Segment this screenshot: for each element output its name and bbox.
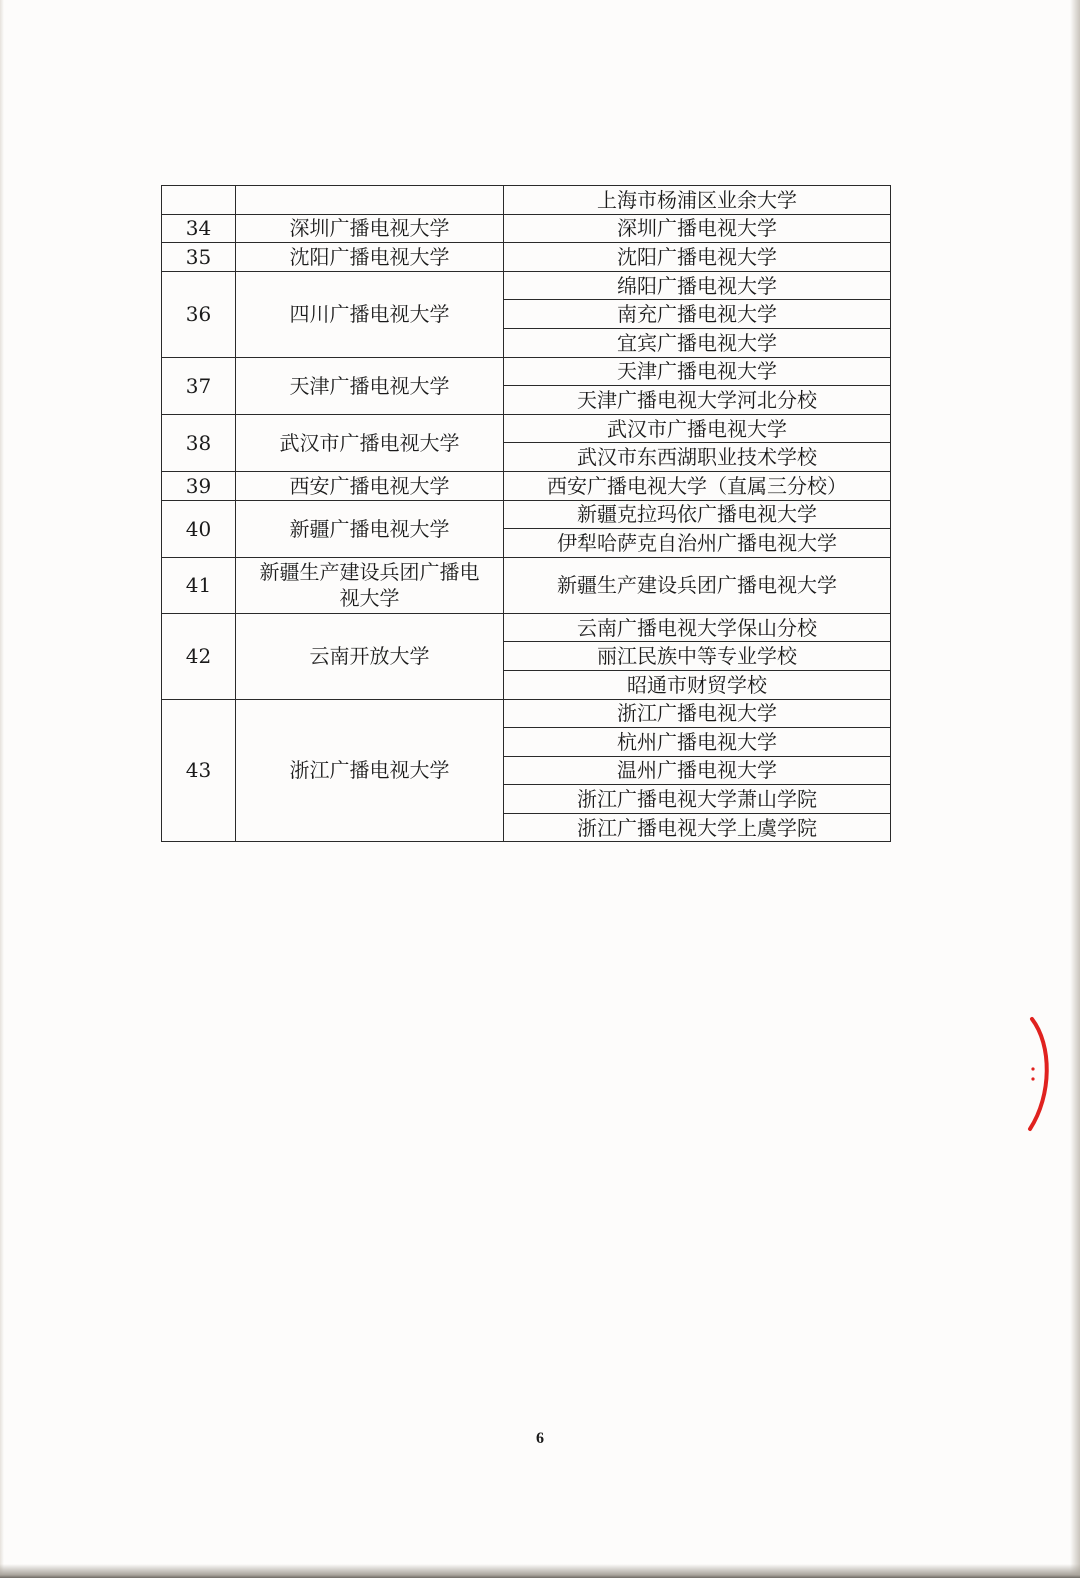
table-row [162,271,891,300]
school-cell: 浙江广播电视大学 [236,699,504,842]
table-row [162,500,891,529]
university-branch-table [161,185,891,842]
row-number-cell [162,186,236,215]
row-number-cell: 37 [162,357,236,414]
row-number-cell: 40 [162,500,236,557]
school-cell: 沈阳广播电视大学 [236,243,504,272]
school-cell: 武汉市广播电视大学 [236,414,504,471]
branch-cell: 绵阳广播电视大学 [504,271,891,300]
table-row [162,613,891,642]
branch-cell: 新疆生产建设兵团广播电视大学 [504,557,891,613]
page-edge-right [1070,0,1080,1578]
row-number-cell: 36 [162,271,236,357]
page-edge-left [0,0,4,1578]
table-row [162,699,891,728]
branch-cell: 浙江广播电视大学上虞学院 [504,813,891,842]
branch-cell: 天津广播电视大学 [504,357,891,386]
page-number: 6 [536,1430,544,1447]
table-row [162,557,891,613]
table-row [162,414,891,443]
branch-cell: 丽江民族中等专业学校 [504,642,891,671]
branch-cell: 宜宾广播电视大学 [504,328,891,357]
row-number-cell: 35 [162,243,236,272]
table-row [162,243,891,272]
row-number-cell: 42 [162,613,236,699]
row-number-cell: 38 [162,414,236,471]
branch-cell: 昭通市财贸学校 [504,670,891,699]
table-row [162,186,891,215]
table-row [162,471,891,500]
branch-cell: 新疆克拉玛依广播电视大学 [504,500,891,529]
school-name-wrapped: 新疆生产建设兵团广播电视大学 [259,560,480,611]
row-number-cell: 34 [162,214,236,243]
row-number-cell: 39 [162,471,236,500]
table-row [162,357,891,386]
branch-cell: 西安广播电视大学（直属三分校） [504,471,891,500]
branch-cell: 云南广播电视大学保山分校 [504,613,891,642]
row-number-cell: 41 [162,557,236,613]
branch-cell: 深圳广播电视大学 [504,214,891,243]
school-cell: 四川广播电视大学 [236,271,504,357]
school-cell: 天津广播电视大学 [236,357,504,414]
branch-cell: 天津广播电视大学河北分校 [504,386,891,415]
branch-cell: 杭州广播电视大学 [504,728,891,757]
branch-cell: 武汉市东西湖职业技术学校 [504,443,891,472]
row-number-cell: 43 [162,699,236,842]
school-cell: 云南开放大学 [236,613,504,699]
branch-cell: 武汉市广播电视大学 [504,414,891,443]
school-cell: 深圳广播电视大学 [236,214,504,243]
branch-cell: 浙江广播电视大学萧山学院 [504,785,891,814]
branch-cell: 伊犁哈萨克自治州广播电视大学 [504,529,891,558]
branch-cell: 浙江广播电视大学 [504,699,891,728]
seal-edge-mark [1018,1015,1058,1133]
school-cell [236,186,504,215]
school-cell [236,557,504,613]
branch-cell: 南充广播电视大学 [504,300,891,329]
table-row [162,214,891,243]
branch-cell: 温州广播电视大学 [504,756,891,785]
branch-cell: 上海市杨浦区业余大学 [504,186,891,215]
school-cell: 新疆广播电视大学 [236,500,504,557]
page-edge-bottom [0,1564,1080,1578]
school-cell: 西安广播电视大学 [236,471,504,500]
branch-cell: 沈阳广播电视大学 [504,243,891,272]
